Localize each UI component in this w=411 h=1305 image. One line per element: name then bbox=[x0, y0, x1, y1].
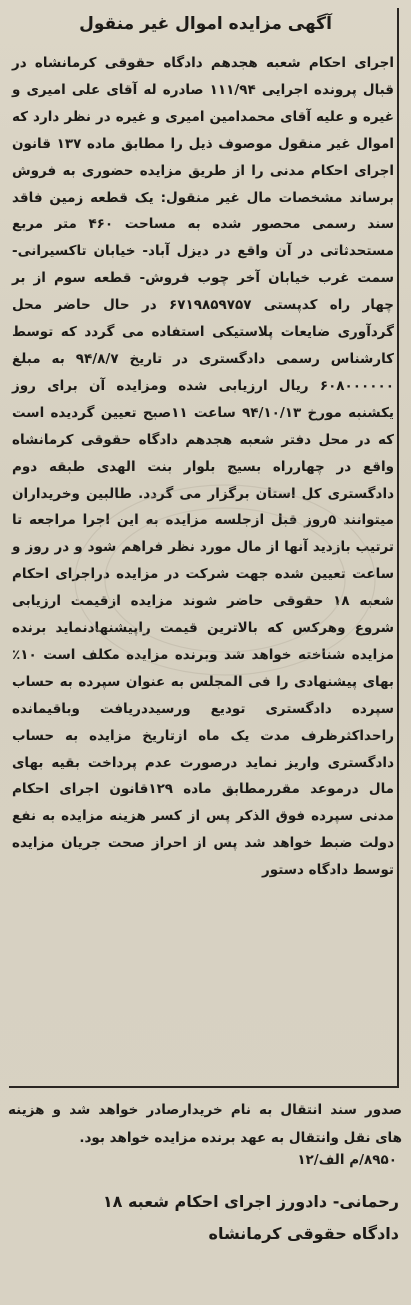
notice-tail: صدور سند انتقال به نام خریدارصادر خواهد شد و هزینه های نقل وانتقال به عهد برنده مزایده خواهد بود. bbox=[8, 1102, 402, 1146]
signature-line-1: رحمانی- دادورز اجرای احکام شعبه ۱۸ bbox=[102, 1192, 399, 1211]
signature-block bbox=[9, 1186, 399, 1250]
reference-number: ۸۹۵۰/م الف/۱۲ bbox=[297, 1152, 397, 1168]
notice-body: اجرای احکام شعبه هجدهم دادگاه حقوقی کرمانشاه در قبال پرونده اجرایی ۱۱۱/۹۴ صادره له آقای علی امیری و غیره و علیه آقای محمدامین امیری و غیره در نظر دارد که اموال غیر منقول موصوف ذیل را مطابق ماده ۱۳۷ قانون اجرای احکام مدنی را از طریق مزایده حضوری به فروش برساند مشخصات مال غیر منقول: یک قطعه زمین فاقد سند رسمی محصور شده به مساحت ۴۶۰ متر مربع مستحدثاتی در آن واقع در دیزل آباد- خیابان تاکسیرانی- سمت غرب خیابان آخر چوب فروش- قطعه سوم از بر چهار راه کدپستی ۶۷۱۹۸۵۹۷۵۷ در حال حاضر محل گردآوری ضایعات پلاستیکی استفاده می گردد که توسط کارشناس رسمی دادگستری در تاریخ ۹۴/۸/۷ به مبلغ ۶۰۸۰۰۰۰۰۰ ریال ارزیابی شده ومزایده آن برای روز یکشنبه مورخ ۹۴/۱۰/۱۳ ساعت ۱۱صبح تعیین گردیده است که در محل دفتر شعبه هجدهم دادگاه حقوقی کرمانشاه واقع در چهارراه بسیج بلوار بنت الهدی طبقه دوم دادگستری کل استان برگزار می گردد. طالبین وخریداران میتوانند ۵روز قبل ازجلسه مزایده به این اجرا مراجعه تا ترتیب بازدید آنها از مال مورد نظر فراهم شود و در روز و ساعت تعیین شده جهت شرکت در مزایده دراجرای احکام شعبه ۱۸ حقوقی حاضر شوند مزایده ازقیمت ارزیابی شروع وهرکس که بالاترین قیمت راپیشنهادنماید برنده مزایده شناخته خواهد شد وبرنده مزایده مکلف است ۱۰٪ بهای پیشنهادی را فی المجلس به عنوان سپرده به حساب سپرده دادگستری تودیع ورسیددریافت وباقیمانده راحداکثرظرف مدت یک ماه ازتاریخ مزایده به حساب دادگستری واریز نماید درصورت عدم پرداخت بقیه بهای مال درموعد مقررمطابق ماده ۱۲۹قانون اجرای احکام مدنی سپرده فوق الذکر پس از کسر هزینه مزایده به نفع دولت ضبط خواهد شد پس از احراز صحت جریان مزایده توسط دادگاه دستور bbox=[12, 55, 394, 879]
signature-line-2: دادگاه حقوقی کرمانشاه bbox=[208, 1224, 399, 1243]
notice-title: آگهی مزایده اموال غیر منقول bbox=[79, 14, 332, 34]
